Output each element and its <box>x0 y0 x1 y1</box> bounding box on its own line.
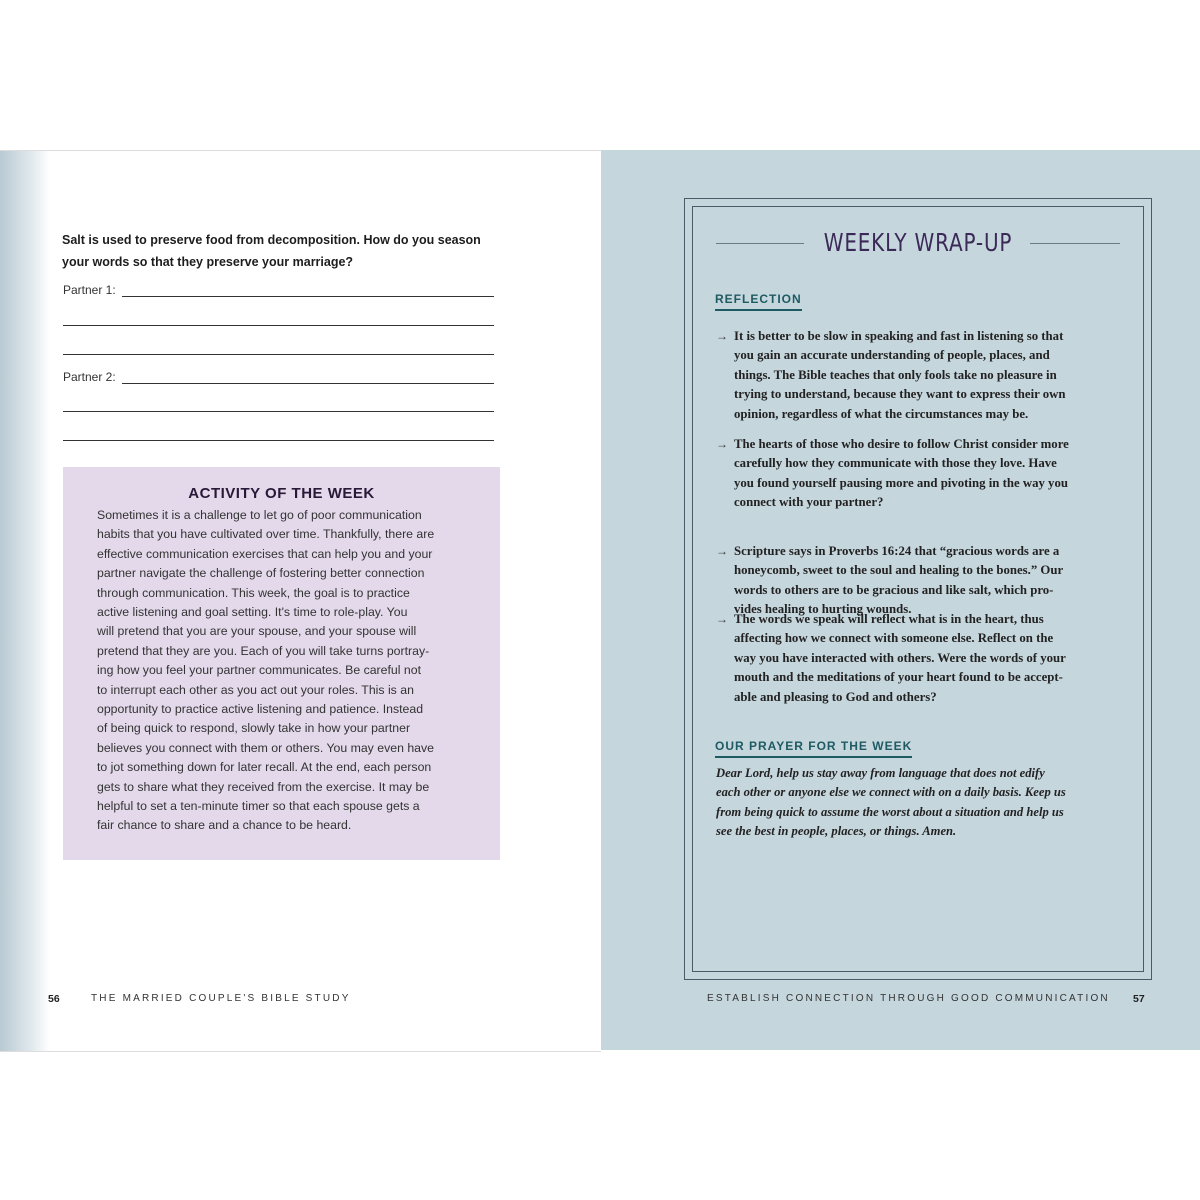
activity-text-line: active listening and goal setting. It's time to role-play. You <box>97 605 408 619</box>
reflection-text-line: It is better to be slow in speaking and fast in listening so that <box>734 329 1064 343</box>
page-number-right: 57 <box>1133 993 1145 1005</box>
arrow-icon: → <box>716 437 728 451</box>
reflection-text-line: vides healing to hurting wounds. <box>734 602 912 617</box>
activity-text-line: gets to share what they received from the exercise. It may be <box>97 779 430 794</box>
activity-text-line: of being quick to respond, slowly take in how your partner <box>97 721 411 736</box>
activity-text-line: helpful to set a ten-minute timer so that each spouse gets a <box>97 799 420 813</box>
activity-box <box>63 467 500 860</box>
answer-line[interactable] <box>63 354 494 355</box>
answer-line[interactable] <box>63 411 494 412</box>
reflection-text-line: words to others are to be gracious and like salt, which pro- <box>734 582 1054 597</box>
partner2-answer-line[interactable] <box>122 383 494 384</box>
reflection-text-line: opinion, regardless of what the circumstances may be. <box>734 406 1029 421</box>
page-title: WEEKLY WRAP-UP <box>823 228 1013 257</box>
arrow-icon: → <box>716 612 728 626</box>
reflection-text-line: Scripture says in Proverbs 16:24 that “gracious words are a <box>734 544 1060 558</box>
reflection-text-line: things. The Bible teaches that only fools take no pleasure in <box>734 367 1057 382</box>
reflection-text-line: able and pleasing to God and others? <box>734 689 937 704</box>
activity-text-line: pretend that they are you. Each of you will take turns portray- <box>97 643 430 658</box>
activity-text-line: to jot something down for later recall. At the end, each person <box>97 760 432 775</box>
prayer-text-line: Dear Lord, help us stay away from language that does not edify <box>716 766 1045 780</box>
running-head-left: THE MARRIED COUPLE'S BIBLE STUDY <box>91 993 351 1004</box>
activity-text-line: effective communication exercises that can help you and your <box>97 546 433 561</box>
activity-text-line: will pretend that you are your spouse, and your spouse will <box>97 624 417 639</box>
activity-text-line: ing how you feel your partner communicates. Be careful not <box>97 663 421 678</box>
running-head-right: ESTABLISH CONNECTION THROUGH GOOD COMMUNICATION <box>707 993 1110 1004</box>
arrow-icon: → <box>716 329 728 343</box>
answer-line[interactable] <box>63 440 494 441</box>
activity-text-line: partner navigate the challenge of fostering better connection <box>97 566 425 581</box>
arrow-icon: → <box>716 544 728 558</box>
reflection-text-line: The hearts of those who desire to follow Christ consider more <box>734 437 1069 451</box>
reflection-heading: REFLECTION <box>715 292 802 311</box>
reflection-text-line: connect with your partner? <box>734 495 884 510</box>
partner1-label: Partner 1: <box>63 283 116 297</box>
partner1-answer-line[interactable] <box>122 296 494 297</box>
activity-text-line: through communication. This week, the goal is to practice <box>97 585 410 600</box>
reflection-text-line: way you have interacted with others. Were the words of your <box>734 650 1066 665</box>
activity-text-line: Sometimes it is a challenge to let go of poor communication <box>97 508 422 522</box>
question-line-1: Salt is used to preserve food from decomposition. How do you season <box>62 233 481 247</box>
activity-text-line: believes you connect with them or others. You may even have <box>97 740 434 755</box>
reflection-text-line: The words we speak will reflect what is in the heart, thus <box>734 612 1044 626</box>
prayer-text-line: from being quick to assume the worst about a situation and help us <box>716 804 1064 819</box>
prayer-heading: OUR PRAYER FOR THE WEEK <box>715 739 912 758</box>
activity-text-line: habits that you have cultivated over time. Thankfully, there are <box>97 527 435 542</box>
page-number-left: 56 <box>48 993 60 1005</box>
reflection-text-line: affecting how we connect with someone else. Reflect on the <box>734 631 1054 646</box>
reflection-text-line: trying to understand, because they want to express their own <box>734 387 1066 402</box>
reflection-text-line: mouth and the meditations of your heart found to be accept- <box>734 670 1063 685</box>
reflection-text-line: you found yourself pausing more and pivoting in the way you <box>734 475 1068 490</box>
reflection-text-line: you gain an accurate understanding of people, places, and <box>734 348 1050 363</box>
prayer-text-line: see the best in people, places, or things. Amen. <box>716 824 957 839</box>
prayer-text-line: each other or anyone else we connect with on a daily basis. Keep us <box>716 785 1066 800</box>
activity-title: ACTIVITY OF THE WEEK <box>188 485 375 502</box>
partner2-label: Partner 2: <box>63 370 116 384</box>
reflection-text-line: honeycomb, sweet to the soul and healing to the bones.” Our <box>734 563 1064 578</box>
reflection-text-line: carefully how they communicate with those they love. Have <box>734 456 1057 471</box>
activity-text-line: to interrupt each other as you act out your roles. This is an <box>97 682 414 697</box>
answer-line[interactable] <box>63 325 494 326</box>
activity-text-line: opportunity to practice active listening and patience. Instead <box>97 702 424 716</box>
activity-text-line: fair chance to share and a chance to be heard. <box>97 818 352 833</box>
question-line-2: your words so that they preserve your marriage? <box>62 255 354 269</box>
